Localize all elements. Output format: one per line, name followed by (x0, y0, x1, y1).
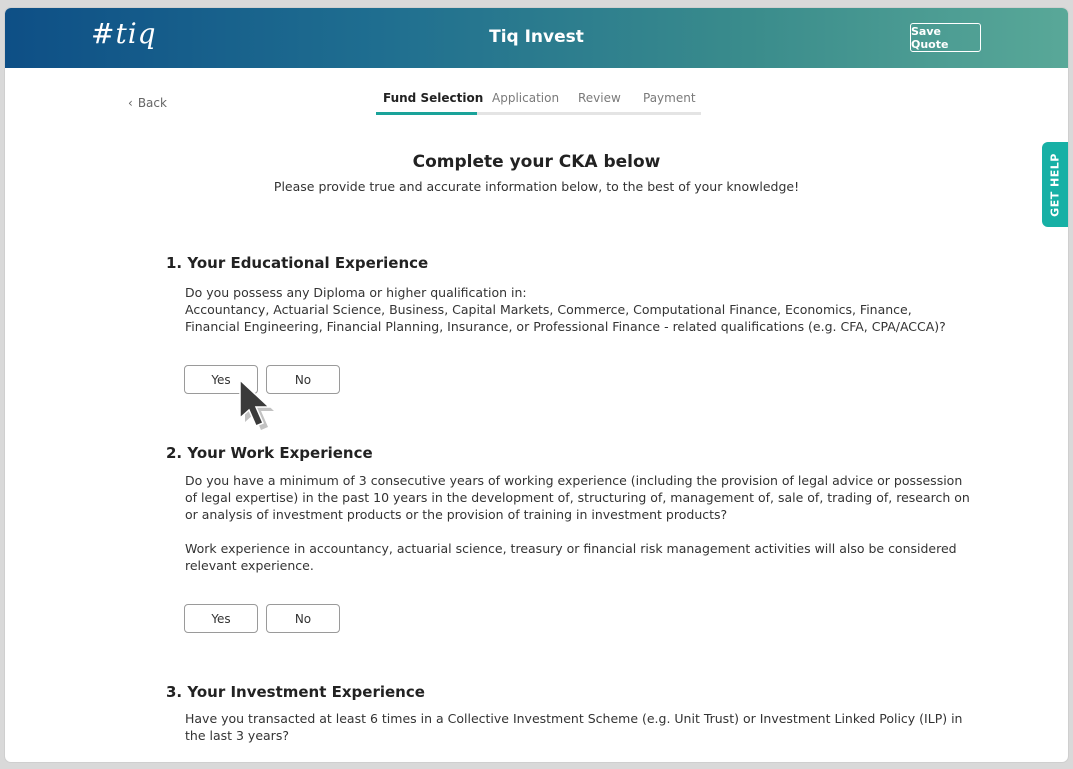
question-line: Do you have a minimum of 3 consecutive years of working experience (including the provision of legal advice or possession (185, 473, 963, 488)
step-fund-selection[interactable]: Fund Selection (383, 91, 484, 105)
question-line: Accountancy, Actuarial Science, Business, Capital Markets, Commerce, Computational Finance, Economics, Finance, (185, 302, 912, 317)
work-no-button[interactable]: No (266, 604, 340, 633)
step-application[interactable]: Application (492, 91, 560, 105)
education-no-button[interactable]: No (266, 365, 340, 394)
page-subtitle: Please provide true and accurate information below, to the best of your knowledge! (273, 179, 800, 194)
question-line: the last 3 years? (185, 728, 289, 743)
chevron-left-icon: ‹ (128, 96, 133, 110)
question-line: Do you possess any Diploma or higher qualification in: (185, 285, 527, 300)
save-quote-button[interactable]: Save Quote (910, 23, 981, 52)
education-yes-button[interactable]: Yes (184, 365, 258, 394)
section-work-question (185, 472, 975, 523)
back-link[interactable] (128, 96, 167, 110)
section-investment-question (185, 710, 975, 744)
tiq-logo[interactable]: #tiq (91, 17, 157, 50)
app-window (5, 8, 1068, 762)
progress-steps (376, 91, 701, 116)
page-title: Complete your CKA below (412, 152, 661, 172)
note-line: Work experience in accountancy, actuarial science, treasury or financial risk management activities will also be considered (185, 541, 957, 556)
back-label: Back (137, 96, 167, 110)
section-work-title: 2. Your Work Experience (166, 444, 373, 462)
step-review[interactable]: Review (578, 91, 621, 105)
progress-active-indicator (376, 112, 477, 115)
mouse-pointer-icon (236, 378, 282, 438)
section-investment-title: 3. Your Investment Experience (166, 683, 425, 701)
step-payment[interactable]: Payment (643, 91, 696, 105)
work-yes-button[interactable]: Yes (184, 604, 258, 633)
note-line: relevant experience. (185, 558, 314, 573)
app-title: Tiq Invest (489, 27, 584, 47)
question-line: Financial Engineering, Financial Planning, Insurance, or Professional Finance - related qualifications (e.g. CFA, CPA/ACCA)? (185, 319, 946, 334)
section-work-note (185, 540, 975, 574)
question-line: Have you transacted at least 6 times in a Collective Investment Scheme (e.g. Unit Trust) or Investment Linked Policy (ILP) in (185, 711, 963, 726)
section-education-question (185, 284, 975, 335)
header-bar (5, 8, 1068, 68)
get-help-label: GET HELP (1048, 152, 1062, 217)
question-line: of legal expertise) in the past 10 years in the development of, structuring of, management of, sale of, trading of, research on (185, 490, 970, 505)
section-education-title: 1. Your Educational Experience (166, 254, 429, 272)
question-line: or analysis of investment products or the provision of training in investment products? (185, 507, 728, 522)
